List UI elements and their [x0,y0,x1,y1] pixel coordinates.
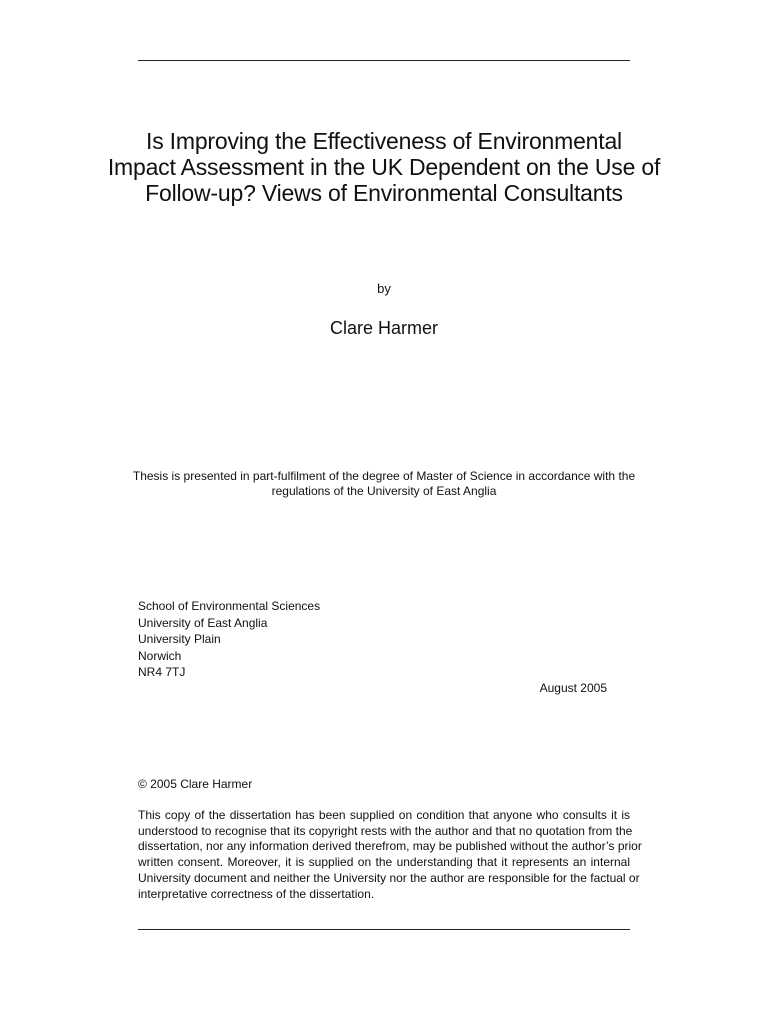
address-line: University Plain [138,632,221,646]
thesis-line: Thesis is presented in part-fulfilment of the degree of Master of Science in accordance with the [132,469,636,483]
author-name: Clare Harmer [329,318,439,338]
copyright-line: © 2005 Clare Harmer [138,777,253,791]
notice-line: dissertation, nor any information derived therefrom, may be published without the author’s prior [138,839,642,854]
thesis-statement [120,469,648,499]
thesis-line: regulations of the University of East Anglia [271,484,497,498]
by-label: by [377,281,391,296]
address-line: Norwich [138,648,182,663]
address-line: School of Environmental Sciences [138,599,321,613]
bottom-rule [138,929,630,930]
notice-line: written consent. Moreover, it is supplied on the understanding that it represents an internal [138,855,630,870]
thesis-title [100,128,668,206]
copyright-notice [138,808,642,902]
submission-date: August 2005 [539,681,607,695]
title-line: Follow-up? Views of Environmental Consultants [145,180,623,206]
institution-address [138,598,320,681]
notice-line: understood to recognise that its copyright rests with the author and that no quotation from the [138,823,633,838]
notice-line: University document and neither the University nor the author are responsible for the factual or [138,870,640,885]
title-line: Impact Assessment in the UK Dependent on the Use of [107,154,661,180]
notice-line: interpretative correctness of the dissertation. [138,886,375,901]
top-rule [138,60,630,61]
address-line: University of East Anglia [138,615,268,630]
title-line: Is Improving the Effectiveness of Environmental [146,128,622,154]
notice-line: This copy of the dissertation has been supplied on condition that anyone who consults it is [138,808,630,822]
address-line: NR4 7TJ [138,665,186,679]
